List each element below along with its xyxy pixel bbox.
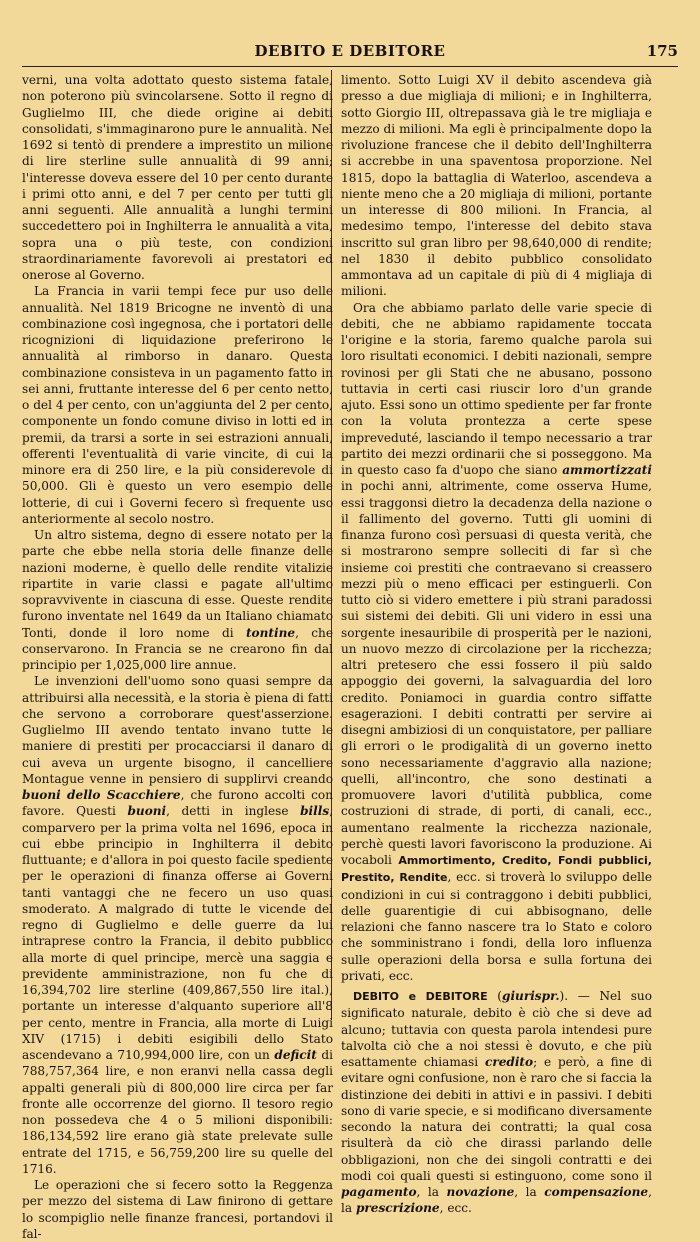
dictionary-entry: DEBITO e DEBITORE (giurispr.). — Nel suo significato naturale, debito è ciò che si deve ad alcuno; tuttavia con questa parola intendesi pure talvolta ciò che a noi stessi è dovuto, e che più esattamente chiamasi credito; e però, a fine di evitare ogni confusione, non è raro che si faccia la distinzione dei debiti in attivi e in passivi. I debiti sono di varie specie, e si modificano diversamente secondo la natura dei contratti; la qual cosa risulterà da ciò che dirassi parlando delle obbligazioni, non che dei singoli contratti e dei modi coi quali questi si estinguono, come sono il pagamento, la novazione, la compensazione, la prescrizione, ecc. (341, 989, 653, 1216)
page-header (22, 38, 678, 64)
entry-headword: DEBITO e DEBITORE (353, 990, 488, 1003)
emphasis: buoni (127, 804, 167, 819)
emphasis: bills (300, 804, 330, 819)
paragraph: Un altro sistema, degno di essere notato per la parte che ebbe nella storia delle finanze delle nazioni moderne, è quello delle rendite vitalizie ripartite in varie classi e pagate all'ultimo sopravvivente in ciascuna di esse. Queste rendite furono inventate nel 1649 da un Italiano chiamato Tonti, donde il loro nome di tontine, che conservarono. In Francia se ne crearono fin dal principio per 1,025,000 lire annue. (22, 528, 333, 672)
header-rule (22, 66, 678, 67)
paragraph: Le operazioni che si fecero sotto la Reggenza per mezzo del sistema di Law finirono di gettare lo scompiglio nelle finanze francesi, portandovi il fal- (22, 1178, 333, 1241)
cross-reference: Ammortimento, Credito, Fondi pubblici, Prestito, Rendite (341, 854, 652, 885)
emphasis: tontine (245, 625, 296, 640)
paragraph: verni, una volta adottato questo sistema fatale, non poterono più svincolarsene. Sotto il regno di Guglielmo III, che diede origine ai debiti consolidati, s'immaginarono pure le annualità. Nel 1692 si tentò di prendere a imprestito un milione di lire sterline sulle annualità di 99 anni; l'interesse doveva essere del 10 per cento durante i primi otto anni, e del 7 per cento per tutti gli anni seguenti. Alle annualità a lunghi termini succedettero poi in Inghilterra le annualità a vita, sopra una o più teste, con condizioni straordinariamente favorevoli ai prestatori ed onerose al Governo. (22, 73, 333, 282)
emphasis: credito (484, 1055, 534, 1069)
emphasis: ammortizzati (562, 463, 652, 477)
paragraph: Le invenzioni dell'uomo sono quasi sempre da attribuirsi alla necessità, e la storia è piena di fatti che servono a corroborare quest'asserzione. Guglielmo III avendo tentato invano tutte le maniere di prestiti per procacciarsi il danaro di cui aveva un urgente bisogno, il cancelliere Montague venne in pensiero di supplirvi creando buoni dello Scacchiere, che furono accolti con favore. Questi buoni, detti in inglese bills, comparvero per la prima volta nel 1696, epoca in cui ebbe principio in Inghilterra il debito fluttuante; e d'allora in poi questo facile spediente per le operazioni di finanza offerse ai Governi tanti vantaggi che ne fecero un uso quasi smoderato. A malgrado di tutte le vicende del regno di Guglielmo e delle guerre da lui intraprese contro la Francia, il debito pubblico alla morte di quel principe, mercè una saggia e previdente amministrazione, non fu che di 16,394,702 lire sterline (409,867,550 lire ital.), portante un interesse d'alquanto superiore all'8 per cento, mentre in Francia, alla morte di Luigi XIV (1715) i debiti esigibili dello Stato ascendevano a 710,994,000 lire, con un deficit di 788,757,364 lire, e non eranvi nella cassa degli appalti generali più di 800,000 lire circa per far fronte alle occorrenze del giorno. Il tesoro regio non possedeva che 4 o 5 milioni disponibili: 186,134,592 lire erano già state prelevate sulle entrate del 1715, e 56,759,200 lire su quelle del 1716. (22, 674, 333, 1176)
emphasis: compensazione (544, 1185, 649, 1199)
paragraph: La Francia in varii tempi fece pur uso delle annualità. Nel 1819 Bricogne ne inventò di una combinazione così ingegnosa, che i portatori delle ricognizioni di liquidazione preferirono le annualità al rimborso in danaro. Questa combinazione consisteva in un pagamento fatto in sei anni, fruttante interesse del 6 per cento netto, o del 4 per cento, con un'aggiunta del 2 per cento, componente un fondo comune diviso in lotti ed in premii, da trarsi a sorte in sei estrazioni annuali, offerenti l'eventualità di varie vincite, di cui la minore era di 250 lire, e la più considerevole di 50,000. Gli è questo un vero esempio delle lotterie, di cui i Governi fecero sì frequente uso anteriormente al secolo nostro. (22, 284, 333, 526)
paragraph: Ora che abbiamo parlato delle varie specie di debiti, che ne abbiamo rapidamente toccata l'origine e la storia, faremo qualche parola sui loro risultati economici. I debiti nazionali, sempre rovinosi per gli Stati che ne abusano, possono tuttavia in certi casi riuscir loro d'un grande ajuto. Essi sono un ottimo spediente per far fronte con la voluta prontezza a certe spese impreveduté, lasciando il tempo necessario a trar partito dei mezzi ordinarii che si posseggono. Ma in questo caso fa d'uopo che siano ammortizzati in pochi anni, altrimente, come osserva Hume, essi traggonsi dietro la decadenza della nazione o il fallimento del governo. Tutti gli uomini di finanza furono così persuasi di questa verità, che si mostrarono sempre solleciti di far sì che insieme coi prestiti che contraevano si creassero mezzi più o meno efficaci per estinguerli. Con tutto ciò si videro emettere i più strani paradossi sui sistemi dei debiti. Gli uni videro in essi una sorgente inesauribile di prosperità per le nazioni, un nuovo mezzo di circolazione per la ricchezza; altri pretesero che essi fossero il più saldo appoggio dei governi, la salvaguardia del loro credito. Poniamoci in guardia contro siffatte esagerazioni. I debiti contratti per servire ai disegni ambiziosi di un conquistatore, per palliare gli errori o le prodigalità di un governo inetto sono necessariamente d'aggravio alla nazione; quelli, all'incontro, che sono destinati a promuovere lavori d'utilità pubblica, come costruzioni di strade, di porti, di canali, ecc., aumentano realmente la ricchezza nazionale, perchè questi lavori favoriscono la produzione. Ai vocaboli Ammortimento, Credito, Fondi pubblici, Prestito, Rendite, ecc. si troverà lo sviluppo delle condizioni in cui si contraggono i debiti pubblici, delle guarentigie di cui abbisognano, delle relazioni che fanno nascere tra lo Stato e coloro che somministrano i fondi, della loro influenza sulle operazioni della borsa e sulla fortuna dei privati, ecc. (341, 300, 652, 983)
running-title: DEBITO E DEBITORE (254, 42, 446, 60)
entry-label: giurispr. (502, 989, 560, 1003)
emphasis: prescrizione (355, 1201, 440, 1216)
left-column (22, 72, 333, 1241)
emphasis: pagamento (341, 1185, 417, 1199)
emphasis: deficit (274, 1048, 317, 1062)
emphasis: buoni dello Scacchiere (22, 788, 181, 802)
paragraph: limento. Sotto Luigi XV il debito ascendeva già presso a due migliaja di milioni; e in Inghilterra, sotto Giorgio III, oltrepassava già le tre migliaja e mezzo di milioni. Ma egli è principalmente dopo la rivoluzione francese che il debito dell'Inghilterra si accrebbe in una spaventosa proporzione. Nel 1815, dopo la battaglia di Waterloo, ascendeva a niente meno che a 20 migliaja di milioni, portante un interesse di 800 milioni. In Francia, al medesimo tempo, l'interesse del debito stava inscritto sul gran libro per 98,640,000 di rendite; nel 1830 il debito pubblico consolidato ammontava ad un capitale di più di 4 migliaja di milioni. (341, 73, 652, 299)
emphasis: novazione (446, 1185, 515, 1199)
right-column (341, 72, 653, 1216)
page-number: 175 (646, 42, 678, 60)
